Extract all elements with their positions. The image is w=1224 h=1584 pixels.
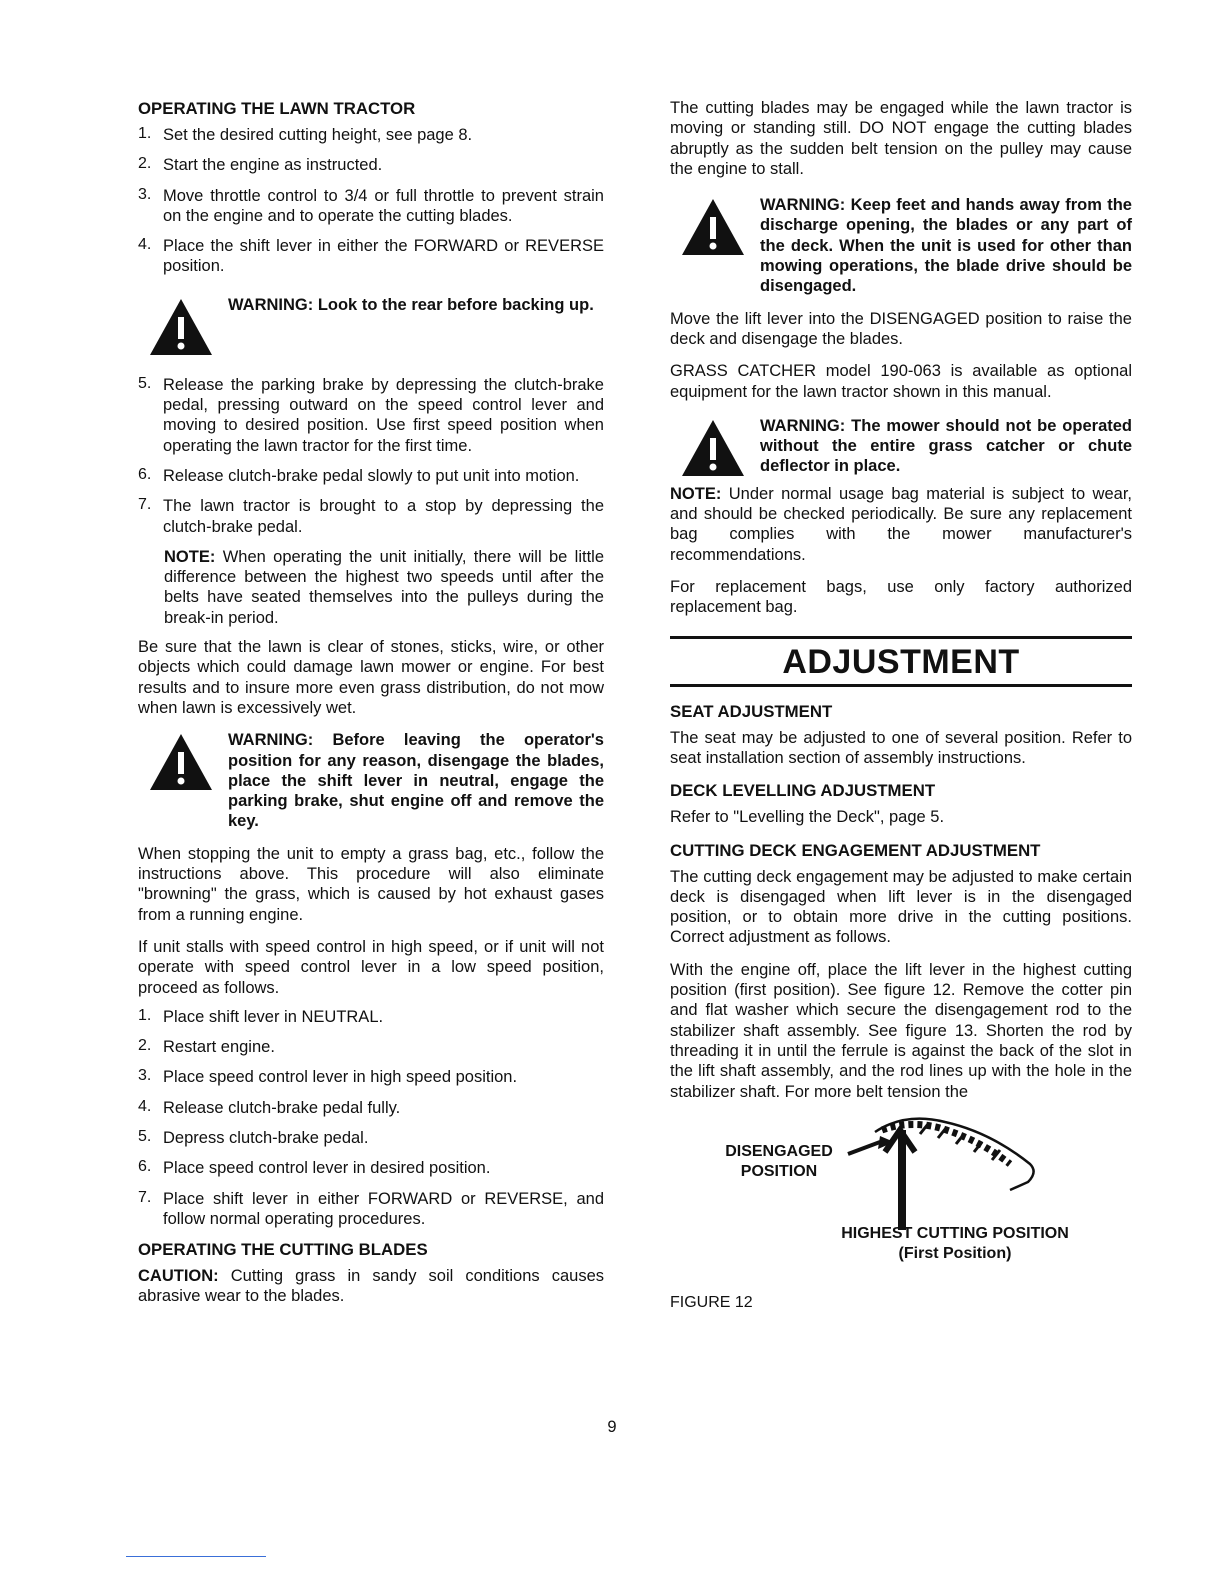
- section-rule-top: [670, 636, 1132, 639]
- warning-triangle-icon: [680, 418, 746, 478]
- list-item: 4. Release clutch-brake pedal fully.: [138, 1097, 401, 1117]
- list-item: 4. Place the shift lever in either the FORWARD or REVERSE position.: [138, 236, 604, 276]
- paragraph-deck: Refer to "Levelling the Deck", page 5.: [670, 808, 945, 827]
- heading-operating-cutting-blades: OPERATING THE CUTTING BLADES: [138, 1240, 428, 1260]
- warning-box: [670, 416, 1132, 478]
- warning-text: WARNING: Look to the rear before backing up.: [228, 295, 594, 314]
- paragraph-seat: The seat may be adjusted to one of several position. Refer to seat installation section of assembly instructions.: [670, 728, 1132, 767]
- warning-triangle-icon: [680, 197, 746, 257]
- page-number: 9: [607, 1418, 617, 1436]
- list-item: 1. Set the desired cutting height, see page 8.: [138, 125, 473, 144]
- figure-caption: FIGURE 12: [670, 1293, 753, 1311]
- list-item: 1. Place shift lever in NEUTRAL.: [138, 1006, 384, 1026]
- warning-text: WARNING: Before leaving the operator's position for any reason, disengage the blades, place the shift lever in neutral, engage the parking brake, shut engine off and remove the key.: [228, 731, 604, 831]
- warning-triangle-icon: [148, 297, 214, 357]
- list-item: 5. Depress clutch-brake pedal.: [138, 1127, 369, 1147]
- list-item: 6. Place speed control lever in desired position.: [138, 1158, 491, 1178]
- footer-divider: [126, 1556, 266, 1557]
- right-column: [670, 98, 1132, 1322]
- list-item: 2. Restart engine.: [138, 1037, 275, 1057]
- paragraph-replacement-bags: For replacement bags, use only factory authorized replacement bag.: [670, 578, 1132, 617]
- note-paragraph: NOTE: Under normal usage bag material is subject to wear, and should be checked periodically. Be sure any replacement bag complies with the mower manufacturer's recommendations.: [670, 484, 1132, 564]
- list-item: 7. The lawn tractor is brought to a stop by depressing the clutch-brake pedal.: [138, 496, 604, 536]
- left-column: [138, 98, 604, 1307]
- paragraph-cutting-1: The cutting deck engagement may be adjusted to make certain deck is disengaged when lift lever is in the disengaged position, or to obtain more drive in the cutting positions. Correct adjustment as follows.: [670, 867, 1132, 947]
- heading-seat-adjustment: SEAT ADJUSTMENT: [670, 701, 833, 721]
- label-highest-cutting-position: HIGHEST CUTTING POSITION (First Position): [841, 1224, 1069, 1262]
- list-item: 7. Place shift lever in either FORWARD or REVERSE, and follow normal operating procedures.: [138, 1188, 604, 1228]
- figure-12: [670, 1112, 1132, 1322]
- heading-operating-lawn-tractor: OPERATING THE LAWN TRACTOR: [138, 99, 416, 118]
- paragraph-engage: The cutting blades may be engaged while the lawn tractor is moving or standing still. DO NOT engage the cutting blades abruptly as the sudden belt tension on the pulley may cause the engine to stall.: [670, 99, 1132, 178]
- section-rule-bottom: [670, 684, 1132, 687]
- heading-deck-levelling: DECK LEVELLING ADJUSTMENT: [670, 781, 936, 801]
- label-disengaged-position: DISENGAGED POSITION: [725, 1142, 833, 1180]
- list-item: 3. Move throttle control to 3/4 or full throttle to prevent strain on the engine and to operate the cutting blades.: [138, 185, 604, 225]
- section-title-adjustment: ADJUSTMENT: [782, 642, 1020, 681]
- paragraph-grass-catcher: GRASS CATCHER model 190-063 is available as optional equipment for the lawn tractor shown in this manual.: [670, 362, 1132, 401]
- heading-cutting-deck-engagement: CUTTING DECK ENGAGEMENT ADJUSTMENT: [670, 840, 1041, 860]
- caution-paragraph: CAUTION: Cutting grass in sandy soil conditions causes abrasive wear to the blades.: [138, 1267, 604, 1306]
- paragraph-stalls: If unit stalls with speed control in high speed, or if unit will not operate with speed control lever in a low speed position, proceed as follows.: [138, 937, 604, 997]
- warning-box: [138, 730, 604, 831]
- warning-text: WARNING: Keep feet and hands away from the discharge opening, the blades or any part of the deck. When the unit is used for other than mowing operations, the blade drive should be disengaged.: [760, 196, 1132, 296]
- warning-box: [670, 195, 1132, 296]
- paragraph-clear-lawn: Be sure that the lawn is clear of stones, sticks, wire, or other objects which could damage lawn mower or engine. For best results and to insure more even grass distribution, do not mow when lawn is excessively wet.: [138, 638, 604, 717]
- warning-text: WARNING: The mower should not be operated without the entire grass catcher or chute deflector in place.: [760, 416, 1132, 476]
- paragraph-stopping: When stopping the unit to empty a grass bag, etc., follow the instructions above. This procedure will also eliminate "browning" the grass, which is caused by hot exhaust gases from a running engine.: [138, 844, 604, 924]
- paragraph-cutting-2: With the engine off, place the lift lever in the highest cutting position (first position). See figure 12. Remove the cotter pin and flat washer which secure the disengagement rod to the stabilizer shaft assembly. See figure 13. Shorten the rod by threading it in until the ferrule is against the back of the slot in the lift shaft assembly, and the rod lines up with the hole in the stabilizer shaft. For more belt tension the: [670, 960, 1132, 1101]
- list-item: 6. Release clutch-brake pedal slowly to put unit into motion.: [138, 465, 580, 485]
- paragraph-lift-lever: Move the lift lever into the DISENGAGED position to raise the deck and disengage the blades.: [670, 309, 1132, 348]
- note-paragraph: NOTE: When operating the unit initially, there will be little difference between the highest two speeds until after the belts have seated themselves into the pulleys during the break-in period.: [164, 547, 604, 627]
- list-item: 2. Start the engine as instructed.: [138, 155, 383, 175]
- list-item: 3. Place speed control lever in high speed position.: [138, 1067, 518, 1087]
- list-item: 5. Release the parking brake by depressing the clutch-brake pedal, pressing outward on the speed control lever and moving to desired position. Use first speed position when operating the lawn tractor for the first time.: [138, 374, 604, 455]
- warning-box: [138, 295, 604, 357]
- warning-triangle-icon: [148, 732, 214, 792]
